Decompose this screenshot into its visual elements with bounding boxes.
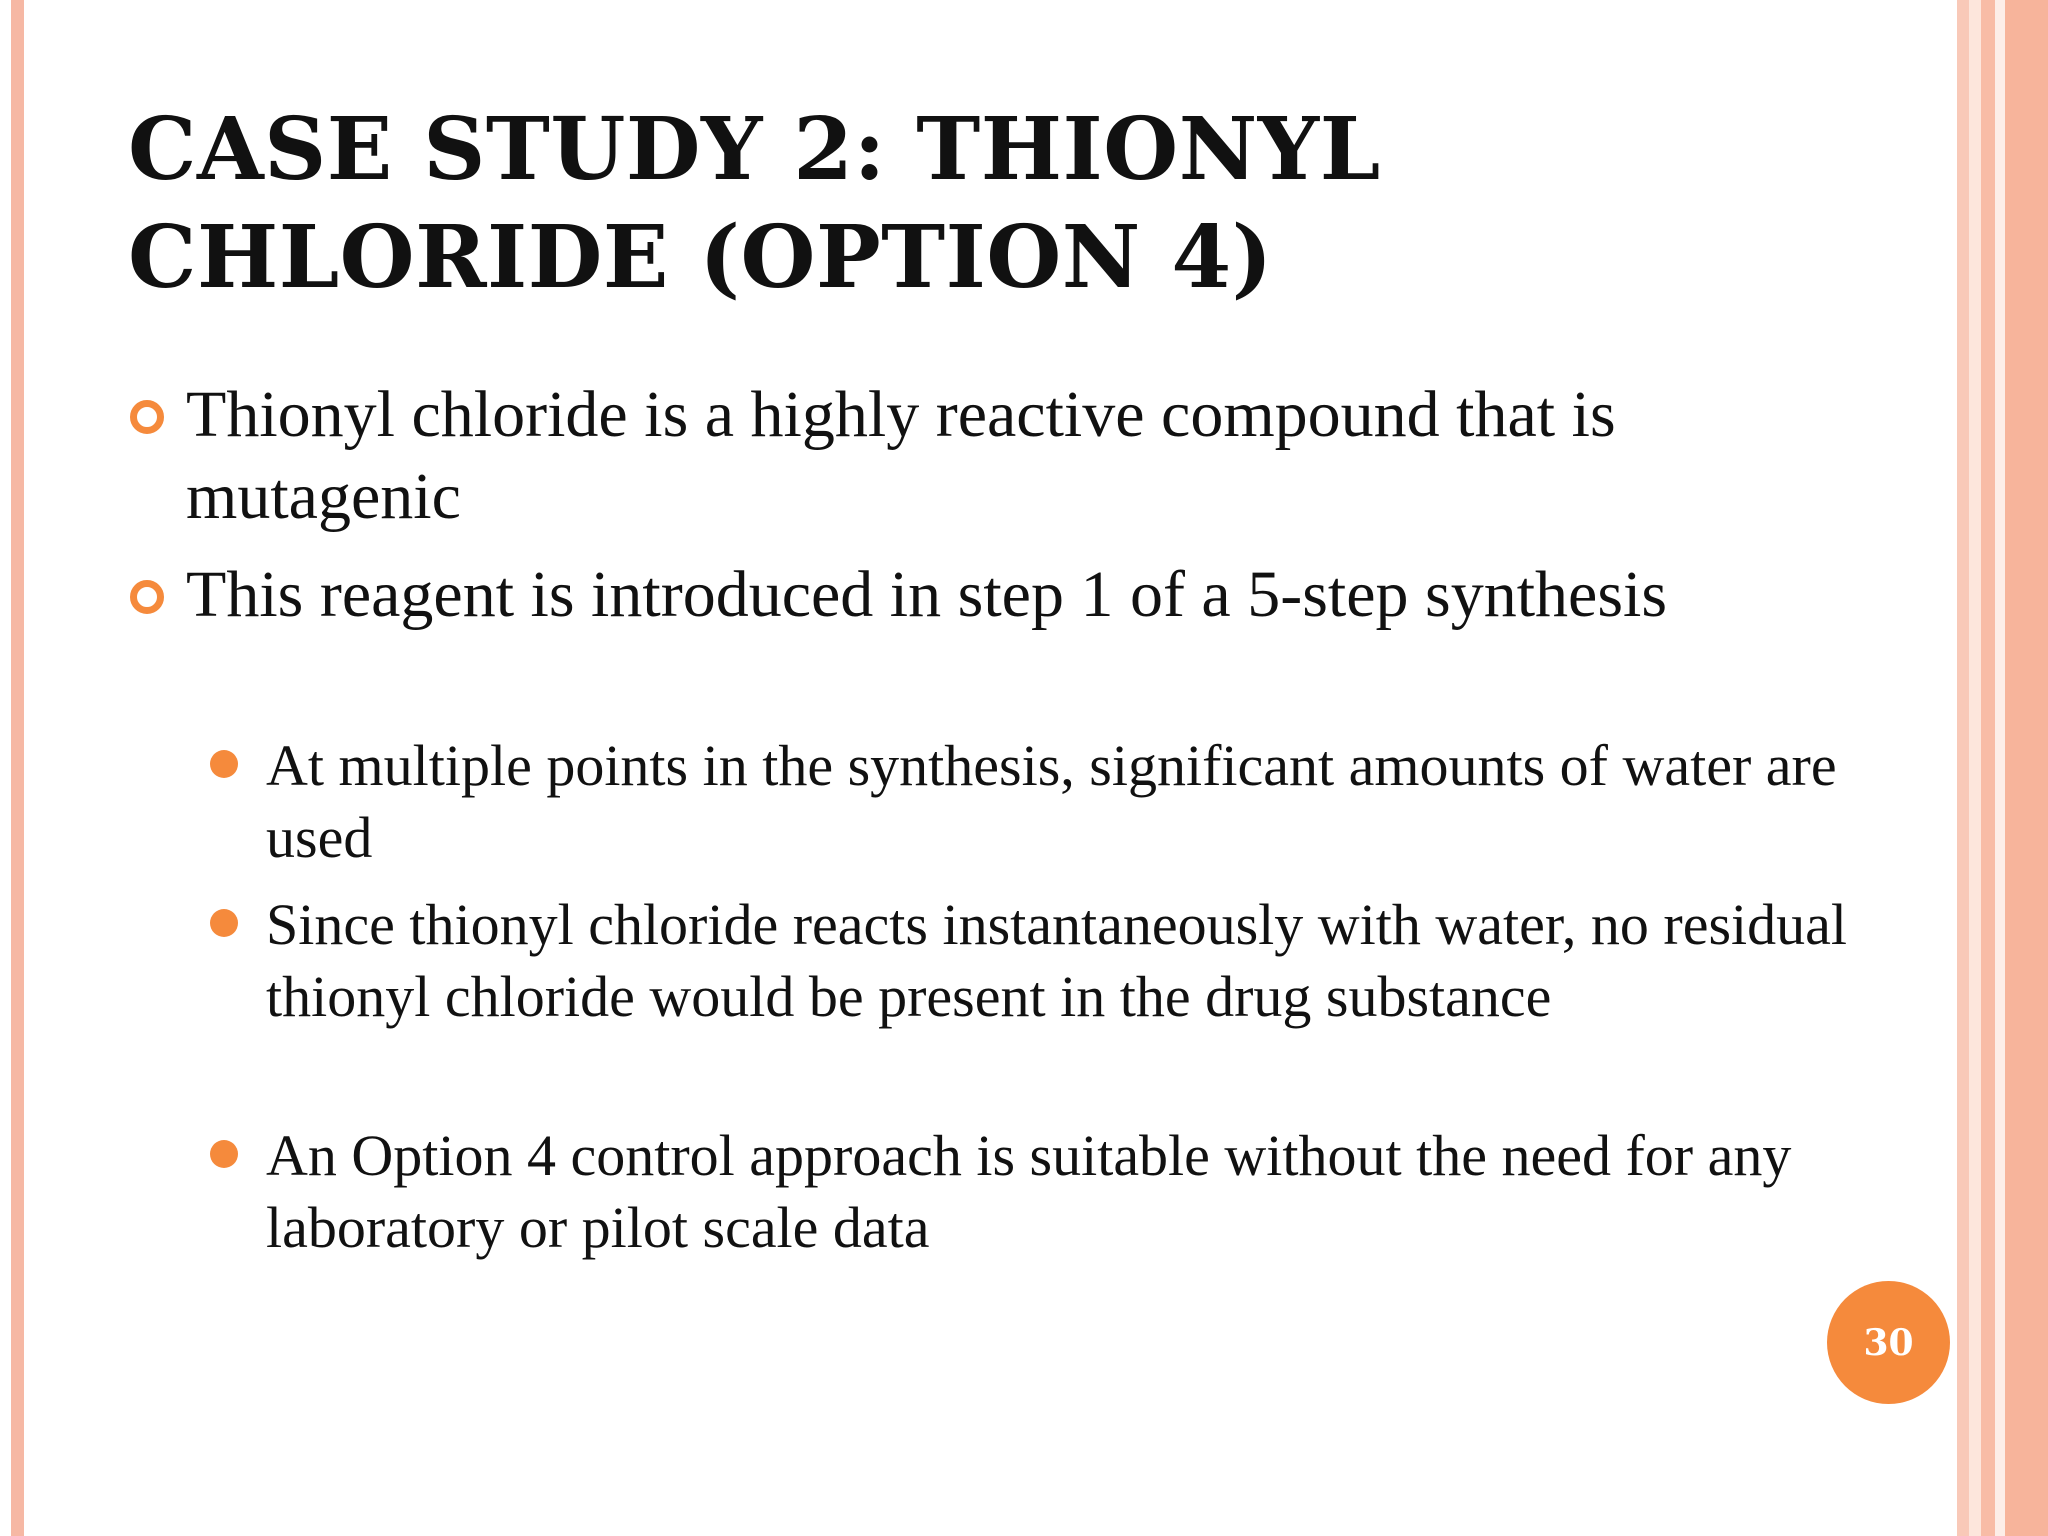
sub-bullet-text: At multiple points in the synthesis, significant amounts of water are used (266, 733, 1837, 870)
page-number-badge: 30 (1827, 1281, 1950, 1404)
filled-circle-bullet-icon (210, 909, 238, 937)
hollow-circle-bullet-icon (130, 580, 164, 614)
bullet-item (186, 554, 1906, 636)
sub-bullet-text: Since thionyl chloride reacts instantaneously with water, no residual thionyl chloride would be present in the drug substance (266, 892, 1847, 1029)
filled-circle-bullet-icon (210, 1140, 238, 1168)
slide-title: CASE STUDY 2: THIONYL CHLORIDE (OPTION 4) (128, 99, 1381, 308)
sub-bullet-item (266, 889, 1906, 1033)
filled-circle-bullet-icon (210, 750, 238, 778)
bullet-text: This reagent is introduced in step 1 of a 5-step synthesis (186, 558, 1668, 631)
bullet-item (186, 374, 1906, 538)
sub-bullet-text: An Option 4 control approach is suitable without the need for any laboratory or pilot scale data (266, 1123, 1792, 1260)
hollow-circle-bullet-icon (130, 400, 164, 434)
bullet-text: Thionyl chloride is a highly reactive compound that is mutagenic (186, 378, 1616, 533)
sub-bullet-item (266, 730, 1906, 874)
sub-bullet-item (266, 1120, 1906, 1264)
